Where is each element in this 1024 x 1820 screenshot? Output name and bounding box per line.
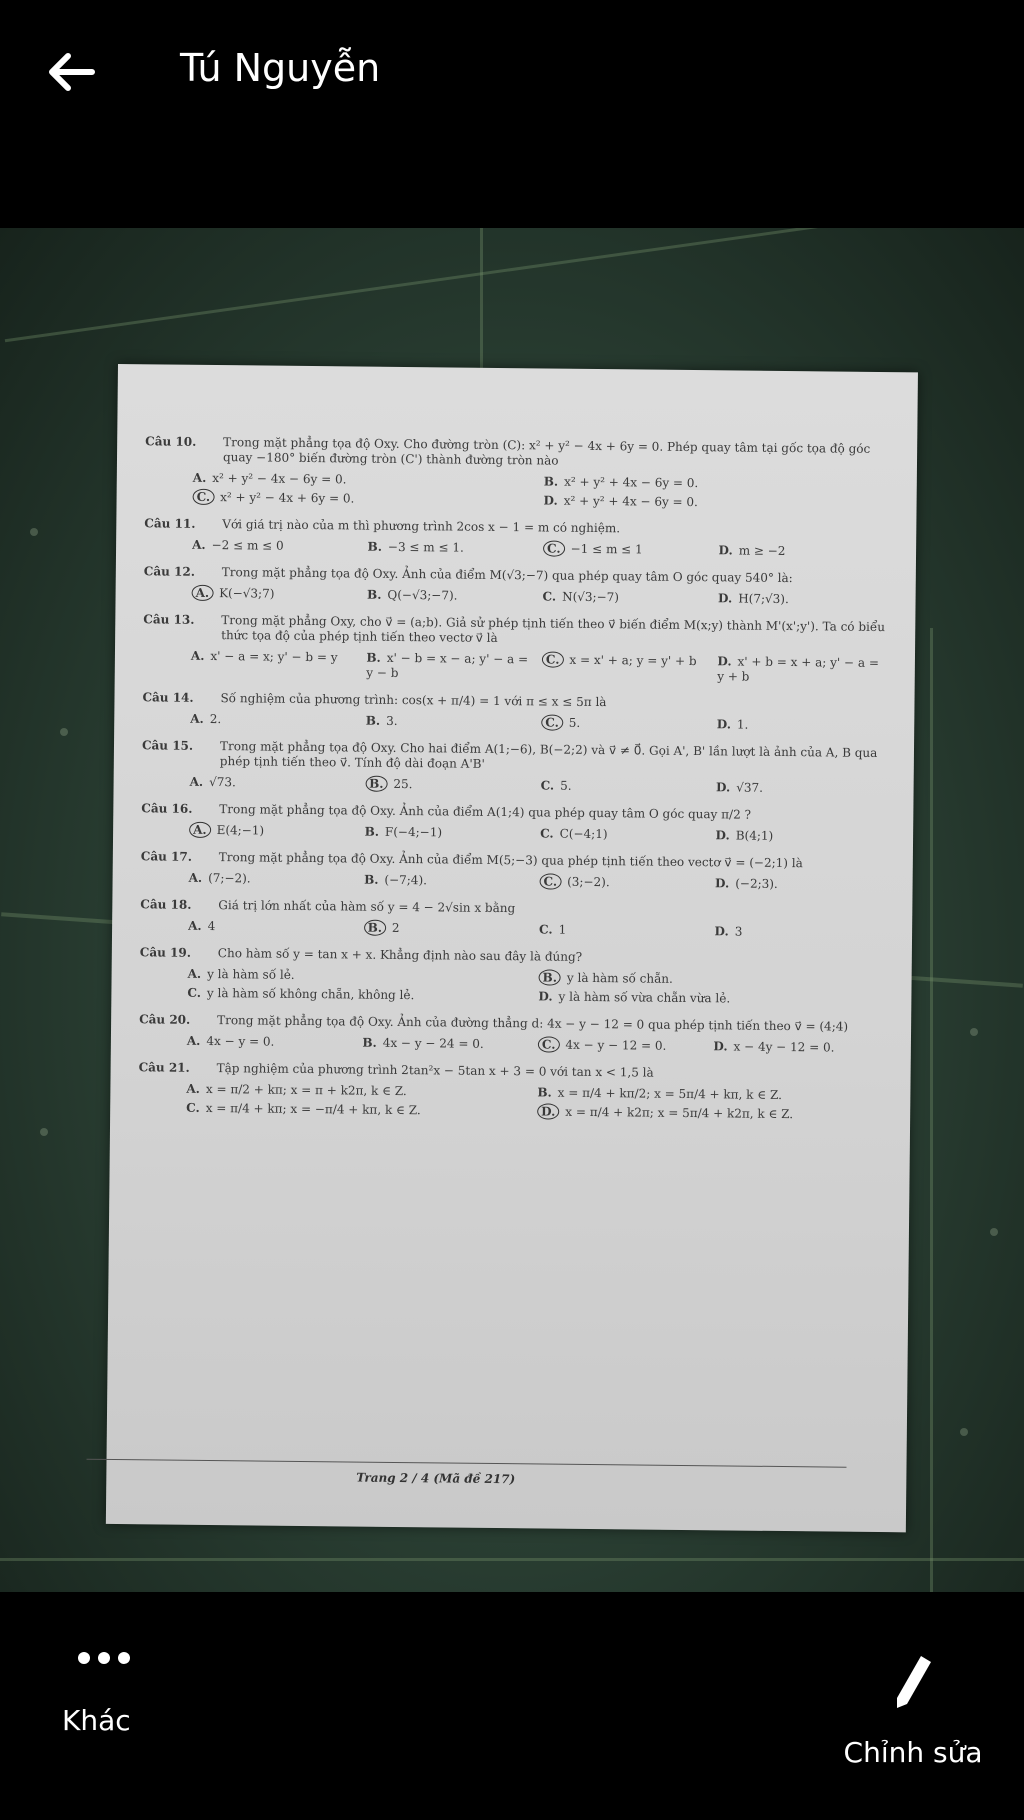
question-text: Trong mặt phẳng tọa độ Oxy. Cho hai điểm A(1;−6), B(−2;2) và v⃗ ≠ 0⃗. Gọi A', B' lần lượt là ảnh của A, B qua phép tịnh tiến theo v⃗. Tính độ dài đoạn A'B' — [219, 739, 878, 771]
option-text: x = π/4 + k2π; x = 5π/4 + k2π, k ∈ Z. — [565, 1104, 794, 1122]
answer-option — [366, 714, 542, 731]
question-label: Câu 19. — [139, 945, 192, 960]
option-letter: C. — [542, 651, 564, 667]
edit-button[interactable] — [828, 1652, 998, 1769]
option-letter: D. — [716, 780, 731, 795]
option-letter: D. — [717, 654, 732, 669]
answer-option — [190, 712, 366, 729]
option-letter: A. — [189, 774, 204, 789]
option-letter: B. — [543, 474, 559, 489]
answer-option — [717, 717, 893, 734]
option-text: 1. — [736, 717, 749, 732]
question-label: Câu 12. — [143, 564, 196, 579]
option-text: 4x − y − 24 = 0. — [382, 1035, 484, 1051]
option-letter: D. — [718, 591, 733, 606]
option-text: E(4;−1) — [216, 823, 265, 838]
option-letter: D. — [716, 717, 731, 732]
photo-viewer[interactable] — [0, 228, 1024, 1592]
question-label: Câu 15. — [141, 738, 194, 753]
option-text: y là hàm số chẵn. — [566, 970, 673, 986]
answer-option — [542, 652, 718, 684]
floor-dot — [970, 1028, 978, 1036]
question-text: Số nghiệm của phương trình: cos(x + π/4) = 1 với π ≤ x ≤ 5π là — [220, 691, 607, 710]
answer-option — [715, 924, 891, 941]
answer-option — [191, 649, 367, 681]
question-text: Trong mặt phẳng tọa độ Oxy. Ảnh của điểm A(1;4) qua phép quay tâm O góc quay π/2 ? — [219, 802, 752, 822]
answer-options — [191, 586, 893, 612]
floor-tile-line — [480, 228, 483, 378]
question-label: Câu 11. — [144, 516, 196, 531]
option-letter: C. — [543, 540, 565, 556]
option-text: C(−4;1) — [559, 826, 608, 842]
option-letter: A. — [192, 470, 207, 485]
option-text: (7;−2). — [208, 870, 251, 886]
pencil-icon — [891, 1652, 935, 1712]
option-letter: D. — [715, 828, 730, 843]
question-label: Câu 16. — [141, 801, 193, 816]
option-letter: C. — [540, 778, 555, 793]
option-letter: C. — [541, 714, 563, 730]
option-text: 4x − y − 12 = 0. — [565, 1037, 667, 1053]
answer-option — [544, 474, 895, 493]
answer-option — [540, 874, 716, 891]
answer-option — [364, 921, 540, 938]
option-letter: C. — [539, 922, 553, 937]
answer-option — [186, 1082, 537, 1101]
question-label: Câu 20. — [139, 1012, 191, 1027]
option-letter: B. — [364, 920, 386, 936]
more-dots-icon — [78, 1652, 182, 1664]
question-text: Tập nghiệm của phương trình 2tan²x − 5tan x + 3 = 0 với tan x < 1,5 là — [216, 1061, 654, 1080]
option-letter: D. — [718, 543, 733, 558]
question-item — [139, 945, 890, 1012]
answer-option — [187, 1034, 363, 1051]
answer-option — [715, 876, 891, 893]
answer-option — [362, 1036, 538, 1053]
option-letter: C. — [538, 1036, 560, 1052]
answer-option — [367, 588, 543, 605]
option-text: m ≥ −2 — [738, 543, 786, 558]
question-item — [138, 1060, 889, 1127]
option-letter: C. — [542, 589, 557, 604]
option-text: 3. — [386, 713, 398, 728]
edit-label: Chỉnh sửa — [843, 1736, 983, 1769]
answer-option — [713, 1039, 889, 1056]
option-text: −1 ≤ m ≤ 1 — [570, 541, 643, 557]
floor-dot — [990, 1228, 998, 1236]
answer-option — [186, 1101, 537, 1120]
option-letter: D. — [715, 876, 730, 891]
answer-options — [190, 712, 892, 738]
option-text: (−7;4). — [384, 872, 428, 888]
question-item — [141, 849, 891, 897]
option-letter: B. — [367, 587, 382, 602]
answer-option — [543, 589, 719, 606]
option-text: x − 4y − 12 = 0. — [733, 1039, 835, 1055]
option-text: 5. — [560, 778, 572, 793]
option-letter: A. — [190, 711, 204, 726]
answer-options — [186, 1082, 888, 1127]
arrow-left-icon — [40, 42, 100, 102]
answer-options — [190, 775, 892, 801]
answer-option — [364, 873, 540, 890]
option-text: H(7;√3). — [738, 591, 789, 607]
floor-dot — [40, 1128, 48, 1136]
answer-option — [366, 651, 542, 683]
option-letter: A. — [186, 1081, 200, 1096]
question-item — [142, 690, 892, 738]
option-letter: A. — [188, 870, 203, 885]
question-item — [143, 612, 894, 690]
option-text: N(√3;−7) — [562, 589, 620, 605]
answer-option — [543, 541, 719, 558]
option-text: x = π/4 + kπ/2; x = 5π/4 + kπ, k ∈ Z. — [557, 1085, 783, 1102]
question-item — [141, 801, 891, 849]
question-text: Trong mặt phẳng tọa độ Oxy. Ảnh của điểm M(√3;−7) qua phép quay tâm O góc quay 540° là: — [221, 565, 793, 586]
answer-option — [188, 919, 364, 936]
floor-tile-line — [0, 1558, 1024, 1561]
floor-dot — [30, 528, 38, 536]
option-text: y là hàm số không chẵn, không lẻ. — [206, 985, 415, 1003]
option-text: K(−√3;7) — [219, 586, 275, 601]
exam-content — [138, 434, 895, 1135]
option-text: Q(−√3;−7). — [387, 587, 458, 603]
option-text: 2 — [391, 920, 400, 935]
back-button[interactable] — [40, 42, 100, 102]
option-text: 4 — [207, 918, 216, 934]
option-letter: D. — [714, 924, 729, 939]
answer-option — [189, 871, 365, 888]
option-text: 25. — [393, 776, 413, 792]
option-letter: C. — [187, 985, 202, 1000]
option-letter: A. — [192, 585, 214, 601]
option-text: F(−4;−1) — [384, 824, 443, 840]
option-letter: D. — [538, 989, 553, 1004]
question-text: Trong mặt phẳng Oxy, cho v⃗ = (a;b). Giả sử phép tịnh tiến theo v⃗ biến điểm M(x;y) thành M'(x';y'). Ta có biểu thức tọa độ của phép tịnh tiến theo vectơ v⃗ là — [221, 613, 886, 645]
answer-option — [540, 826, 716, 843]
contact-name: Tú Nguyễn — [180, 46, 381, 90]
option-text: 1 — [558, 922, 567, 937]
option-text: y là hàm số lẻ. — [207, 966, 295, 982]
answer-option — [365, 777, 541, 794]
question-label: Câu 18. — [140, 897, 192, 912]
answer-options — [187, 1034, 889, 1060]
answer-options — [188, 919, 890, 945]
answer-option — [193, 490, 544, 509]
option-letter: A. — [188, 918, 202, 933]
option-text: (3;−2). — [567, 874, 610, 890]
answer-options — [192, 471, 894, 516]
option-text: x' − b = x − a; y' − a = y − b — [366, 650, 529, 680]
question-text: Trong mặt phẳng tọa độ Oxy. Ảnh của điểm M(5;−3) qua phép tịnh tiến theo vectơ v⃗ = (−2;1) là — [218, 850, 803, 871]
question-item — [143, 564, 893, 612]
answer-option — [718, 543, 894, 560]
option-text: 4x − y = 0. — [206, 1033, 275, 1049]
floor-dot — [960, 1428, 968, 1436]
question-text: Trong mặt phẳng tọa độ Oxy. Cho đường tròn (C): x² + y² − 4x + 6y = 0. Phép quay tâm tại gốc tọa độ góc quay −180° biến đường tròn (C') thành đường tròn nào — [222, 435, 871, 468]
option-text: x² + y² − 4x − 6y = 0. — [212, 470, 347, 487]
answer-option — [537, 1085, 888, 1104]
option-letter: A. — [186, 1033, 201, 1048]
option-letter: B. — [537, 1085, 552, 1100]
option-text: 5. — [568, 715, 581, 730]
answer-option — [717, 654, 893, 686]
answer-option — [537, 1104, 888, 1123]
top-bar — [0, 0, 1024, 140]
option-text: −2 ≤ m ≤ 0 — [211, 537, 284, 553]
answer-option — [541, 715, 717, 732]
question-text: Với giá trị nào của m thì phương trình 2cos x − 1 = m có nghiệm. — [222, 517, 621, 536]
option-text: x² + y² + 4x − 6y = 0. — [564, 474, 699, 491]
option-letter: A. — [190, 648, 205, 663]
footer-divider — [87, 1459, 847, 1468]
option-letter: D. — [543, 493, 558, 508]
question-label: Câu 17. — [140, 849, 193, 864]
option-text: √37. — [736, 780, 764, 795]
option-text: x = x' + a; y = y' + b — [569, 652, 697, 669]
page-footer: Trang 2 / 4 (Mã đề 217) — [356, 1470, 516, 1487]
answer-option — [716, 780, 892, 797]
answer-option — [193, 471, 544, 490]
option-letter: B. — [539, 969, 561, 985]
answer-option — [538, 1037, 714, 1054]
answer-option — [716, 828, 892, 845]
answer-option — [365, 825, 541, 842]
option-text: x' + b = x + a; y' − a = y + b — [717, 654, 880, 684]
option-letter: B. — [366, 650, 381, 665]
question-label: Câu 13. — [143, 612, 195, 627]
answer-options — [188, 871, 890, 897]
answer-option — [538, 989, 889, 1008]
option-letter: D. — [713, 1039, 728, 1054]
answer-options — [192, 538, 894, 564]
question-label: Câu 10. — [145, 434, 197, 449]
option-letter: D. — [537, 1103, 559, 1119]
question-item — [144, 434, 895, 516]
option-letter: B. — [362, 1035, 377, 1050]
answer-option — [718, 591, 894, 608]
answer-option — [541, 778, 717, 795]
question-text: Giá trị lớn nhất của hàm số y = 4 − 2√sin x bằng — [218, 898, 516, 916]
more-button[interactable] — [62, 1652, 182, 1737]
answer-option — [539, 922, 715, 939]
bottom-bar — [0, 1592, 1024, 1820]
question-text: Cho hàm số y = tan x + x. Khẳng định nào sau đây là đúng? — [217, 946, 583, 964]
answer-option — [368, 540, 544, 557]
answer-option — [192, 538, 368, 555]
option-letter: B. — [365, 713, 381, 728]
floor-tile-line — [5, 228, 1019, 342]
answer-options — [191, 649, 893, 690]
option-letter: C. — [540, 873, 562, 889]
option-letter: A. — [187, 966, 202, 981]
option-text: B(4;1) — [735, 828, 774, 843]
option-letter: C. — [193, 489, 215, 505]
answer-option — [544, 493, 895, 512]
option-text: x² + y² + 4x − 6y = 0. — [563, 493, 698, 510]
answer-option — [190, 775, 366, 792]
question-label: Câu 21. — [138, 1060, 190, 1075]
answer-options — [189, 823, 891, 849]
option-text: x = π/4 + kπ; x = −π/4 + kπ, k ∈ Z. — [205, 1100, 421, 1118]
answer-option — [189, 823, 365, 840]
option-text: −3 ≤ m ≤ 1. — [387, 539, 464, 555]
more-label: Khác — [62, 1704, 131, 1737]
question-label: Câu 14. — [142, 690, 194, 705]
exam-paper — [106, 364, 918, 1532]
question-item — [139, 1012, 889, 1060]
answer-options — [187, 967, 889, 1012]
option-letter: B. — [364, 872, 379, 887]
option-letter: A. — [189, 822, 211, 838]
option-letter: C. — [540, 826, 554, 841]
option-letter: C. — [186, 1100, 200, 1115]
answer-option — [188, 967, 539, 986]
option-text: x² + y² − 4x + 6y = 0. — [220, 490, 355, 506]
option-letter: B. — [365, 776, 387, 792]
option-text: y là hàm số vừa chẵn vừa lẻ. — [558, 989, 731, 1006]
option-text: x' − a = x; y' − b = y — [210, 648, 338, 665]
question-item — [140, 897, 890, 945]
option-letter: B. — [364, 824, 380, 839]
option-text: x = π/2 + kπ; x = π + k2π, k ∈ Z. — [205, 1081, 407, 1099]
option-text: (−2;3). — [735, 876, 778, 891]
floor-dot — [60, 728, 68, 736]
option-letter: B. — [367, 539, 383, 554]
answer-option — [192, 586, 368, 603]
question-text: Trong mặt phẳng tọa độ Oxy. Ảnh của đường thẳng d: 4x − y − 12 = 0 qua phép tịnh tiến theo v⃗ = (4;4) — [217, 1013, 849, 1034]
answer-option — [539, 970, 890, 989]
option-text: √73. — [209, 774, 236, 790]
option-letter: A. — [192, 537, 206, 552]
floor-tile-line — [930, 628, 933, 1592]
option-text: 2. — [209, 711, 222, 727]
answer-option — [187, 986, 538, 1005]
option-text: 3 — [734, 924, 743, 939]
question-item — [144, 516, 894, 564]
question-item — [142, 738, 893, 801]
